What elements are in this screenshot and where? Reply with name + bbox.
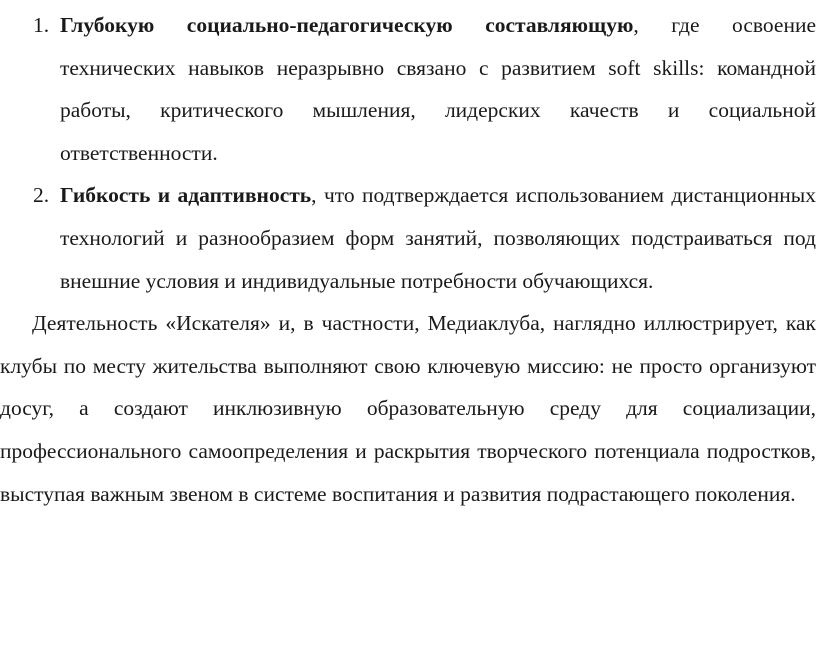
- list-item-text: , что подтверждается использованием дистанционных технологий и разнообразием форм занятий, позволяющих подстраиваться под внешние условия и индивидуальные потребности обучающихся.: [60, 183, 816, 293]
- list-item-marker: 2.: [33, 183, 50, 208]
- list-item-lead-bold: Гибкость и адаптивность: [60, 183, 312, 208]
- list-item-marker: 1.: [33, 13, 50, 37]
- list-item: [0, 4, 816, 174]
- numbered-list: [0, 4, 816, 302]
- list-item: [0, 174, 816, 302]
- list-item-text: , где освоение технических навыков неразрывно связано с развитием soft skills: командной работы, критического мышления, лидерских качеств и социальной ответственности.: [60, 13, 816, 165]
- body-paragraph: Деятельность «Искателя» и, в частности, Медиаклуба, наглядно иллюстрирует, как клубы по месту жительства выполняют свою ключевую миссию: не просто организуют досуг, а создают инклюзивную образовательную среду для социализации, профессионального самоопределения и раскрытия творческого потенциала подростков, выступая важным звеном в системе воспитания и развития подрастающего поколения.: [0, 311, 816, 506]
- list-item-lead-bold: Глубокую социально-педагогическую составляющую: [60, 13, 634, 37]
